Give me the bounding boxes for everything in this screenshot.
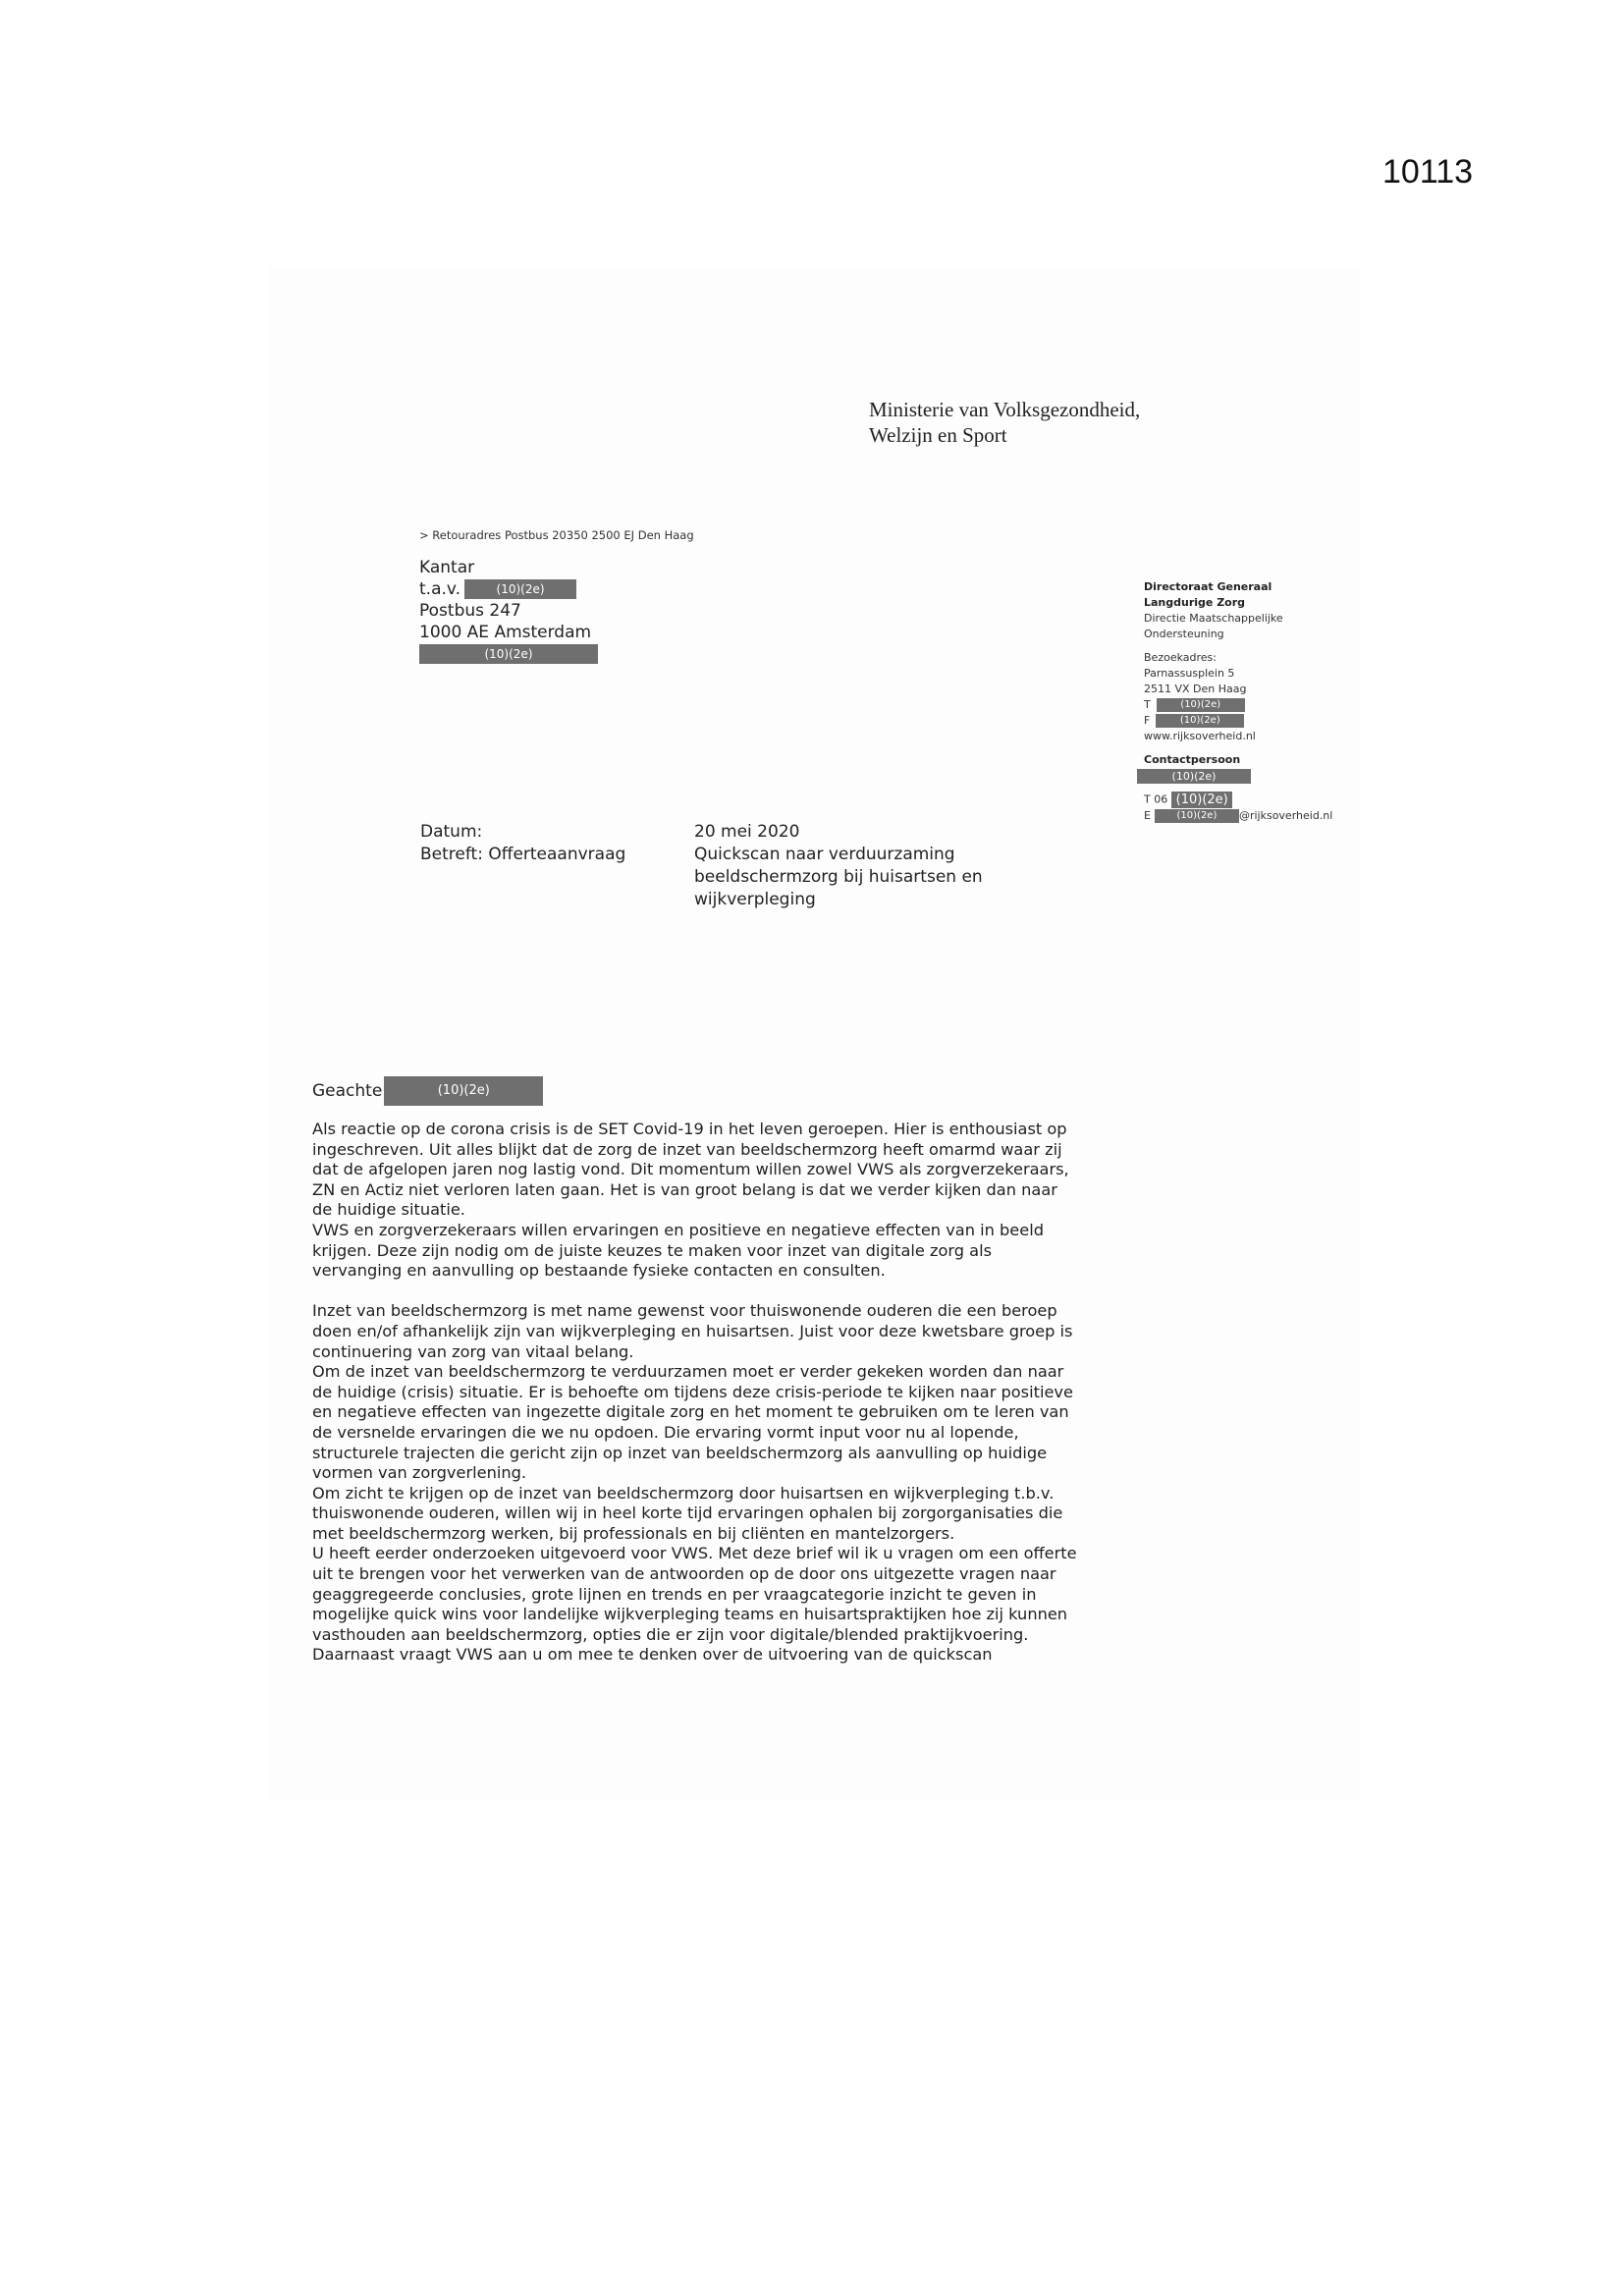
redaction-box: (10)(2e) <box>384 1076 543 1106</box>
subject-line: Quickscan naar verduurzaming <box>694 845 955 864</box>
redaction-box: (10)(2e) <box>1157 698 1245 712</box>
salutation-line <box>312 1076 543 1106</box>
phone-label: T <box>1144 698 1151 711</box>
body-line: Daarnaast vraagt VWS aan u om mee te denken over de uitvoering van de quickscan <box>312 1645 993 1665</box>
body-line: geaggregeerde conclusies, grote lijnen en trends en per vraagcategorie inzicht te geven in <box>312 1584 1037 1604</box>
department-line-1: Directie Maatschappelijke <box>1144 612 1283 625</box>
contact-email-line <box>1144 808 1332 824</box>
body-line: structurele trajecten die gericht zijn op inzet van beeldschermzorg als aanvulling op huidige <box>312 1443 1048 1462</box>
redaction-box: (10)(2e) <box>1171 792 1232 808</box>
body-line: vervanging en aanvulling op bestaande fysieke contacten en consulten. <box>312 1261 886 1281</box>
body-line: ZN en Actiz niet verloren laten gaan. Het is van groot belang is dat we verder kijken dan naar <box>312 1179 1057 1199</box>
contact-person-label: Contactpersoon <box>1144 753 1241 766</box>
redaction-box: (10)(2e) <box>1137 769 1251 784</box>
date-value: 20 mei 2020 <box>694 822 800 842</box>
sender-sidebar <box>1144 579 1332 824</box>
email-label: E <box>1144 809 1151 822</box>
addressee-postbus: Postbus 247 <box>419 601 521 621</box>
subject-label: Betreft: Offerteaanvraag <box>420 845 626 864</box>
ministry-name-line-1: Ministerie van Volksgezondheid, <box>869 398 1141 421</box>
body-line: doen en/of afhankelijk zijn van wijkverpleging en huisartsen. Juist voor deze kwetsbare groep is <box>312 1321 1073 1340</box>
redaction-box: (10)(2e) <box>1155 809 1239 823</box>
phone-line <box>1144 697 1332 713</box>
contact-person-redacted <box>1144 768 1332 784</box>
body-line: Om zicht te krijgen op de inzet van beeldschermzorg door huisartsen en wijkverpleging t.b.v. <box>312 1483 1055 1503</box>
body-line: Om de inzet van beeldschermzorg te verduurzamen moet er verder gekeken worden dan naar <box>312 1362 1064 1382</box>
body-line: met beeldschermzorg werken, bij professionals en bij cliënten en mantelzorgers. <box>312 1523 955 1543</box>
addressee-city: 1000 AE Amsterdam <box>419 623 592 642</box>
dg-line-2: Langdurige Zorg <box>1144 596 1246 609</box>
body-line: Inzet van beeldschermzorg is met name gewenst voor thuiswonende ouderen die een beroep <box>312 1301 1057 1321</box>
return-address: > Retouradres Postbus 20350 2500 EJ Den Haag <box>419 528 694 542</box>
body-line: de huidige situatie. <box>312 1200 465 1220</box>
body-line: U heeft eerder onderzoeken uitgevoerd voor VWS. Met deze brief wil ik u vragen om een offerte <box>312 1544 1077 1563</box>
meta-labels <box>420 821 625 866</box>
body-line: en negatieve effecten van ingezette digitale zorg en het moment te gebruiken om te leren van <box>312 1402 1069 1422</box>
body-line: de huidige (crisis) situatie. Er is behoefte om tijdens deze crisis-periode te kijken naar positieve <box>312 1382 1073 1401</box>
addressee-redacted-line <box>419 643 598 665</box>
page-number: 10113 <box>1382 153 1474 191</box>
body-line: vasthouden aan beeldschermzorg, opties die er zijn voor digitale/blended praktijkvoering. <box>312 1624 1029 1644</box>
body-line: VWS en zorgverzekeraars willen ervaringen en positieve en negatieve effecten van in beeld <box>312 1220 1044 1239</box>
website: www.rijksoverheid.nl <box>1144 730 1256 742</box>
body-line: mogelijke quick wins voor landelijke wijkverpleging teams en huisartspraktijken hoe zij kunnen <box>312 1605 1068 1624</box>
addressee-attention-line <box>419 578 598 600</box>
body-line: krijgen. Deze zijn nodig om de juiste keuzes te maken voor inzet van digitale zorg als <box>312 1240 993 1260</box>
contact-phone-line <box>1144 792 1332 808</box>
body-line: dat de afgelopen jaren nog lastig vond. Dit momentum willen zowel VWS als zorgverzekeraars, <box>312 1160 1069 1179</box>
visit-postal: 2511 VX Den Haag <box>1144 683 1247 695</box>
paragraph-break <box>312 1282 1127 1302</box>
dg-line-1: Directoraat Generaal <box>1144 580 1272 593</box>
body-line: vormen van zorgverlening. <box>312 1463 527 1483</box>
fax-label: F <box>1144 714 1151 727</box>
redaction-box: (10)(2e) <box>419 644 598 664</box>
body-line: de versnelde ervaringen die we nu opdoen. Die ervaring vormt input voor nu al lopende, <box>312 1422 1019 1442</box>
subject-line: wijkverpleging <box>694 890 816 909</box>
addressee-block <box>419 557 598 665</box>
redaction-box: (10)(2e) <box>464 579 576 599</box>
contact-phone-prefix: T 06 <box>1144 793 1168 806</box>
salutation: Geachte <box>312 1081 383 1101</box>
meta-values <box>694 821 983 911</box>
ministry-name-line-2: Welzijn en Sport <box>869 423 1007 447</box>
body-line: Als reactie op de corona crisis is de SET Covid-19 in het leven geroepen. Hier is enthousiast op <box>312 1120 1067 1138</box>
addressee-company: Kantar <box>419 558 475 577</box>
visit-street: Parnassusplein 5 <box>1144 667 1235 680</box>
body-line: continuering van zorg van vitaal belang. <box>312 1341 634 1361</box>
email-suffix: @rijksoverheid.nl <box>1238 809 1333 822</box>
subject-line: beeldschermzorg bij huisartsen en <box>694 867 983 887</box>
redaction-box: (10)(2e) <box>1156 714 1244 728</box>
visit-address-label: Bezoekadres: <box>1144 651 1217 664</box>
body-line: uit te brengen voor het verwerken van de antwoorden op de door ons uitgezette vragen naar <box>312 1564 1056 1584</box>
ministry-logo-text <box>869 397 1140 448</box>
body-line: ingeschreven. Uit alles blijkt dat de zorg de inzet van beeldschermzorg heeft omarmd waar zij <box>312 1139 1062 1159</box>
date-label: Datum: <box>420 822 483 842</box>
body-line: thuiswonende ouderen, willen wij in heel korte tijd ervaringen ophalen bij zorgorganisaties die <box>312 1503 1063 1523</box>
fax-line <box>1144 713 1332 729</box>
attention-label: t.a.v. <box>419 579 461 599</box>
letter-body <box>312 1120 1127 1666</box>
department-line-2: Ondersteuning <box>1144 628 1224 640</box>
